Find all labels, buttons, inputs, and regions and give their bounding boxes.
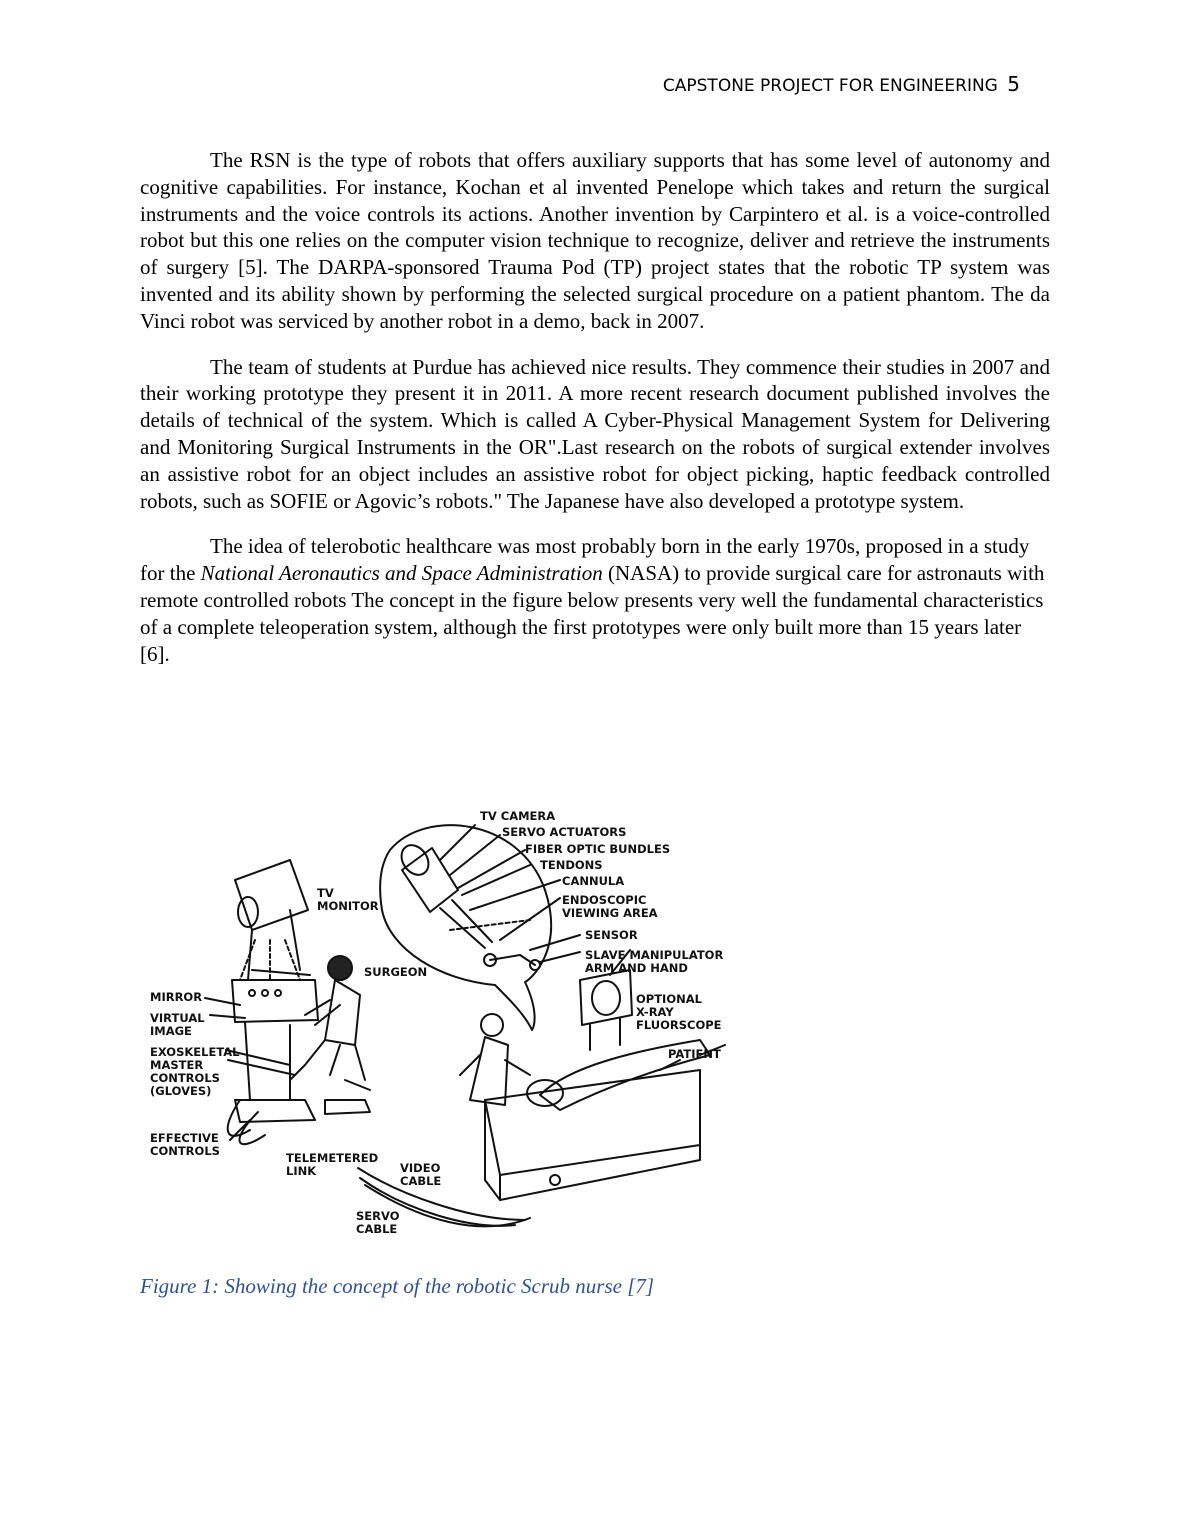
- label-tv-monitor-2: MONITOR: [317, 899, 379, 913]
- paragraph-3-part-1: The idea of telerobotic healthcare was most probably born in the early 1970s, proposed in a study for the: [140, 534, 1030, 586]
- label-telemetered-2: LINK: [286, 1164, 317, 1178]
- label-optional-3: FLUORSCOPE: [636, 1018, 722, 1032]
- label-exo-2: MASTER: [150, 1058, 204, 1072]
- label-exo-3: CONTROLS: [150, 1071, 220, 1085]
- label-surgeon: SURGEON: [364, 965, 428, 979]
- label-effective-1: EFFECTIVE: [150, 1131, 219, 1145]
- label-mirror: MIRROR: [150, 990, 203, 1004]
- page-header: [663, 72, 1020, 96]
- label-optional-2: X-RAY: [636, 1005, 674, 1019]
- label-video-1: VIDEO: [400, 1161, 441, 1175]
- body-text: [140, 147, 1050, 686]
- label-tv-camera: TV CAMERA: [480, 809, 556, 823]
- label-servo-cable-1: SERVO: [356, 1209, 400, 1223]
- label-slave-2: ARM AND HAND: [585, 961, 688, 975]
- label-endoscopic-2: VIEWING AREA: [562, 906, 658, 920]
- label-cannula: CANNULA: [562, 874, 625, 888]
- label-exo-4: (GLOVES): [150, 1084, 212, 1098]
- label-telemetered-1: TELEMETERED: [286, 1151, 379, 1165]
- label-slave-1: SLAVE MANIPULATOR: [585, 948, 724, 962]
- figure-caption: Figure 1: Showing the concept of the robotic Scrub nurse [7]: [140, 1274, 655, 1298]
- label-tv-monitor-1: TV: [317, 886, 334, 900]
- label-servo-cable-2: CABLE: [356, 1222, 398, 1236]
- label-exo-1: EXOSKELETAL: [150, 1045, 240, 1059]
- label-virtual-1: VIRTUAL: [150, 1011, 205, 1025]
- label-effective-2: CONTROLS: [150, 1144, 220, 1158]
- paragraph-3-part-2: (NASA) to provide surgical care for astronauts with remote controlled robots The concept in the figure below presents very well the fundamental characteristics of a complete teleoperation system, although the first prototypes were only built more than 15 years later [6].: [140, 561, 1045, 666]
- label-sensor: SENSOR: [585, 928, 638, 942]
- paragraph-2: The team of students at Purdue has achieved nice results. They commence their studies in 2007 and their working prototype they present it in 2011. A more recent research document published involves the details of technical of the system. Which is called A Cyber-Physical Management System for Delivering and Monitoring Surgical Instruments in the OR".Last research on the robots of surgical extender involves an assistive robot for an object includes an assistive robot for object picking, haptic feedback controlled robots, such as SOFIE or Agovic’s robots." The Japanese have also developed a prototype system.: [140, 354, 1050, 513]
- header-title: CAPSTONE PROJECT FOR ENGINEERING: [662, 76, 998, 96]
- paragraph-1: The RSN is the type of robots that offers auxiliary supports that has some level of autonomy and cognitive capabilities. For instance, Kochan et al invented Penelope which takes and return the surgical instruments and the voice controls its actions. Another invention by Carpintero et al. is a voice-controlled robot but this one relies on the computer vision technique to recognize, deliver and retrieve the instruments of surgery [5]. The DARPA-sponsored Trauma Pod (TP) project states that the robotic TP system was invented and its ability shown by performing the selected surgical procedure on a patient phantom. The da Vinci robot was serviced by another robot in a demo, back in 2007.: [140, 148, 1050, 333]
- label-tendons: TENDONS: [540, 858, 603, 872]
- label-servo-actuators: SERVO ACTUATORS: [502, 825, 627, 839]
- label-video-2: CABLE: [400, 1174, 442, 1188]
- label-fiber-optic: FIBER OPTIC BUNDLES: [525, 842, 671, 856]
- nasa-italic: National Aeronautics and Space Administration: [200, 561, 603, 586]
- telerobotic-system-drawing: [140, 800, 740, 1245]
- label-virtual-2: IMAGE: [150, 1024, 192, 1038]
- label-optional-1: OPTIONAL: [636, 992, 702, 1006]
- label-endoscopic-1: ENDOSCOPIC: [562, 893, 647, 907]
- figure-illustration: [140, 800, 740, 1245]
- label-patient: PATIENT: [668, 1047, 721, 1061]
- paragraph-3: [140, 533, 1050, 667]
- page-number: 5: [1007, 72, 1020, 96]
